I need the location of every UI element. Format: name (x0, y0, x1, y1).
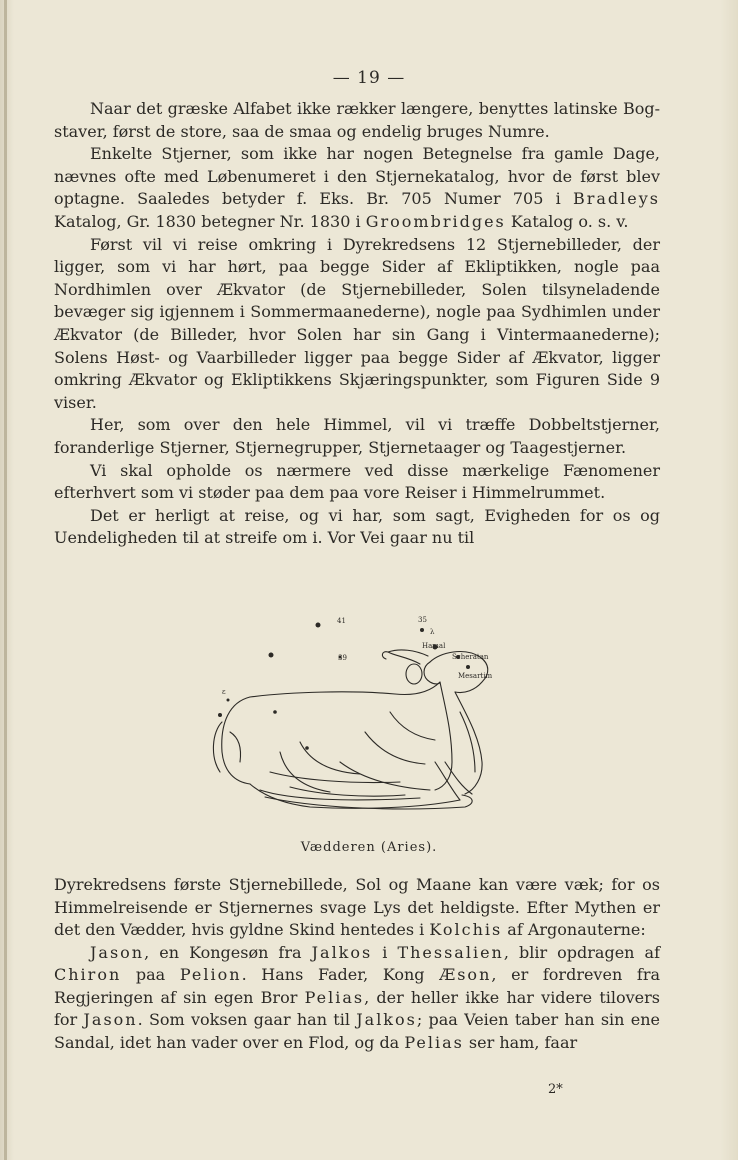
figure-caption: Vædderen (Aries). (300, 840, 438, 855)
star-mark (305, 746, 309, 750)
page-spine-edge (4, 0, 7, 1160)
text-run: Vi skal opholde os nærmere ved disse mærkelige Fænomener efterhvert som vi støder paa dem paa vore Reiser i Himmelrummet. (54, 460, 660, 503)
text-run: Katalog o. s. v. (505, 211, 629, 231)
spaced-name: Bradleys (572, 189, 660, 209)
paragraph (54, 874, 660, 942)
signature-mark: 2* (548, 1082, 563, 1097)
paragraph (54, 460, 660, 505)
figure-label: 39 (338, 654, 347, 662)
spaced-name: Jalkos (356, 1010, 417, 1029)
figure-label: λ (430, 628, 435, 636)
text-run: Naar det græske Alfabet ikke rækker længere, benyttes latinske Bog-staver, først de store, saa de smaa og endelig bruges Numre. (54, 99, 660, 141)
text-run: Katalog, Gr. 1830 betegner Nr. 1830 i (54, 211, 366, 231)
text-run: ; paa Veien taber han sin ene Sandal, idet han vader over en Flod, og da (54, 1010, 660, 1052)
spaced-name: Groombridges (365, 211, 506, 231)
figure-label: ε (222, 688, 226, 696)
figure-label: 35 (418, 616, 427, 624)
text-run: paa (121, 965, 180, 984)
star-mark (466, 665, 470, 669)
page-number: — 19 — (332, 68, 406, 88)
paragraph (54, 98, 660, 143)
spaced-name: Kolchis (429, 920, 503, 939)
star-mark (316, 623, 321, 628)
text-run: Først vil vi reise omkring i Dyrekredsens 12 Stjernebilleder, der ligger, som vi har hørt, paa begge Sider af Ekliptikken, nogle paa Nordhimlen over Ækvator (de Stjernebilleder, Solen tilsyneladende bevæger sig igjennem i Sommermaanederne), nogle paa Sydhimlen under Ækvator (de Billeder, hvor Solen har sin Gang i Vintermaanederne); Solens Høst- og Vaarbilleder ligger paa begge Sider af Ækvator, ligger omkring Ækvator og Ekliptikkens Skjæringspunkter, som Figuren Side 9 viser. (54, 234, 660, 412)
paragraph (54, 942, 660, 1055)
spaced-name: Æson (439, 965, 492, 984)
text-run: , en Kongesøn fra (144, 942, 312, 962)
figure-label-hamal: Hamal (422, 642, 446, 650)
star-mark (227, 699, 230, 702)
spaced-name: Jason (83, 1010, 138, 1029)
text-run: Dyrekredsens første Stjernebillede, Sol og Maane kan være væk; for os Himmelreisende er Stjernernes svage Lys det heldigste. Efter Mythen er det den Vædder, hvis gyldne Skind hentedes i (54, 875, 660, 939)
text-run: Det er herligt at reise, og vi har, som sagt, Evigheden for os og Uendeligheden til at streife om i. Vor Vei gaar nu til (54, 505, 660, 548)
spaced-name: Pelias (404, 1032, 464, 1052)
figure-label: 41 (337, 617, 346, 625)
text-run: , der heller ikke har videre tilovers for (54, 987, 661, 1029)
spaced-name: Chiron (54, 965, 122, 984)
text-run: Her, som over den hele Himmel, vil vi træffe Dobbeltstjerner, foranderlige Stjerner, Stjernegrupper, Stjernetaager og Taagestjerner. (54, 415, 660, 457)
text-run: , er fordreven fra Regjeringen af sin egen Bror (54, 965, 661, 1007)
star-mark (269, 653, 274, 658)
star-mark (218, 713, 222, 717)
aries-ram-illustration (190, 612, 520, 827)
text-run: . Som voksen gaar han til (137, 1010, 357, 1029)
spaced-name: Thessalien (397, 942, 504, 962)
paragraph (54, 414, 660, 459)
figure-label-mesartim: Mesartim (458, 672, 493, 680)
text-run: Enkelte Stjerner, som ikke har nogen Betegnelse fra gamle Dage, nævnes ofte med Løbenumeret i den Stjernekatalog, hvor de først blev optagne. Saaledes betyder f. Eks. Br. 705 Numer 705 i (54, 144, 660, 209)
body-text-top (54, 98, 660, 550)
text-run: i (372, 942, 398, 962)
paragraph (54, 505, 660, 550)
star-mark (420, 628, 424, 632)
paragraph (54, 143, 660, 233)
text-run: af Argonauterne: (502, 920, 646, 939)
body-text-bottom (54, 874, 660, 1054)
text-run: ser ham, faar (463, 1032, 578, 1052)
paragraph (54, 234, 660, 415)
spaced-name: Pelias (304, 987, 365, 1007)
figure-label-scheratan: Scheratan (452, 653, 489, 661)
spaced-name: Pelion (179, 965, 242, 984)
text-run: . Hans Fader, Kong (241, 965, 440, 984)
text-run: , blir opdragen af (503, 942, 661, 962)
star-mark (273, 710, 277, 714)
spaced-name: Jason (90, 942, 145, 962)
spaced-name: Jalkos (311, 942, 373, 962)
